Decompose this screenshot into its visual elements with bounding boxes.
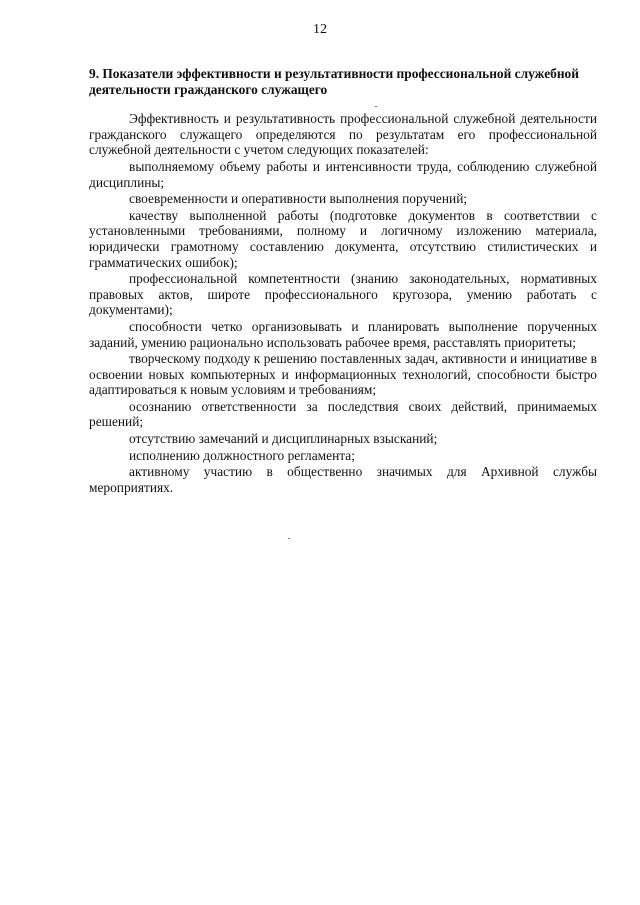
criterion-competence: профессиональной компетентности (знанию законодательных, нормативных правовых актов, широте профессионального кругозора, умению работать с документами); xyxy=(89,271,597,318)
criterion-responsibility: осознанию ответственности за последствия своих действий, принимаемых решений; xyxy=(89,398,597,430)
criterion-workload: выполняемому объему работы и интенсивности труда, соблюдению служебной дисциплины; xyxy=(89,158,597,190)
criterion-public-events: активному участию в общественно значимых для Архивной службы мероприятиях. xyxy=(89,464,597,495)
page-number: 12 xyxy=(313,22,327,37)
criterion-no-reprimands: отсутствию замечаний и дисциплинарных взысканий; xyxy=(129,431,438,447)
intro-paragraph: Эффективность и результативность профессиональной служебной деятельности гражданского служащего определяются по результатам его профессиональной служебной деятельности с учетом следующих показателей: xyxy=(89,111,597,158)
criterion-organization: способности четко организовывать и планировать выполнение порученных заданий, умению рационально использовать рабочее время, расставлять приоритеты; xyxy=(89,318,597,350)
scan-speck xyxy=(375,106,377,107)
criterion-timeliness: своевременности и оперативности выполнения поручений; xyxy=(129,191,468,207)
section-heading: 9. Показатели эффективности и результативности профессиональной служебной деятельности гражданского служащего xyxy=(89,66,579,97)
criterion-quality: качеству выполненной работы (подготовке документов в соответствии с установленными требованиями, полному и логичному изложению материала, юридически грамотному составлению документа, отсутствию стилистических и грамматических ошибок); xyxy=(89,207,597,270)
section-body xyxy=(89,66,597,495)
criterion-creativity: творческому подходу к решению поставленных задач, активности и инициативе в освоении новых компьютерных и информационных технологий, способности быстро адаптироваться к новым условиям и требованиям; xyxy=(89,351,597,398)
scan-speck xyxy=(288,538,290,539)
criterion-regulation: исполнению должностного регламента; xyxy=(129,447,355,463)
